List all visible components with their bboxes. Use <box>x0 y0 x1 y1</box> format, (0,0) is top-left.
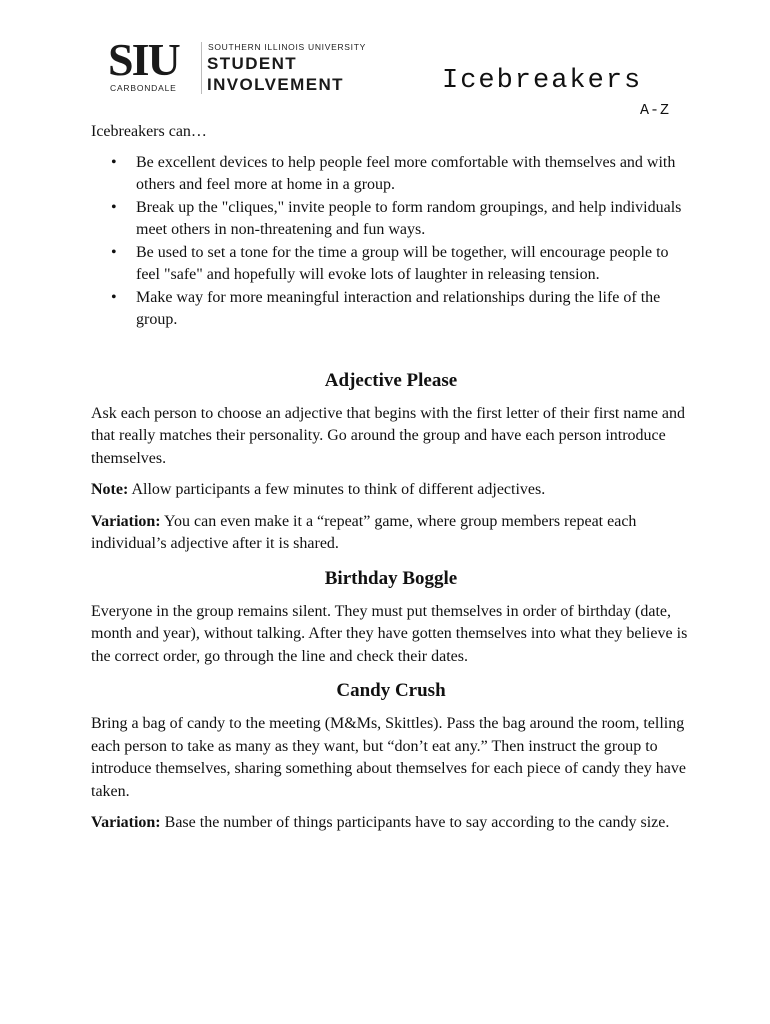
list-item-text: Be excellent devices to help people feel more comfortable with themselves and with others and feel more at home in a group. <box>136 153 676 193</box>
bullet-icon: • <box>111 243 117 261</box>
bullet-icon: • <box>111 198 117 216</box>
intro-text: Icebreakers can… <box>91 123 207 140</box>
list-item-text: Break up the "cliques," invite people to form random groupings, and help individuals meet others in non-threatening and fun ways. <box>136 198 682 238</box>
section-variation <box>91 812 691 835</box>
logo-divider <box>201 42 202 94</box>
section-birthday-boggle <box>91 567 691 669</box>
variation-text: You can even make it a “repeat” game, where group members repeat each individual’s adjective after it is shared. <box>91 512 637 552</box>
intro-bullet-list <box>91 152 691 332</box>
page-subtitle: A-Z <box>640 102 671 119</box>
section-heading: Adjective Please <box>324 369 458 391</box>
variation-label: Variation: <box>91 814 161 831</box>
list-item-text: Be used to set a tone for the time a group will be together, will encourage people to feel "safe" and hopefully will evoke lots of laughter in releasing tension. <box>136 243 669 283</box>
section-heading: Candy Crush <box>336 680 446 701</box>
section-candy-crush <box>91 679 691 835</box>
logo-line2: INVOLVEMENT <box>207 75 344 94</box>
list-item <box>91 197 691 242</box>
section-body: Ask each person to choose an adjective that begins with the first letter of their first name and that really matches their personality. Go around the group and have each person introduce themselves. <box>91 404 686 467</box>
note-text: Allow participants a few minutes to think of different adjectives. <box>131 481 546 498</box>
logo-campus: CARBONDALE <box>110 83 177 93</box>
page-title: Icebreakers <box>442 66 643 96</box>
document-body <box>91 121 691 844</box>
logo-university: SOUTHERN ILLINOIS UNIVERSITY <box>208 42 366 52</box>
list-item <box>91 152 691 197</box>
section-variation <box>91 511 691 556</box>
list-item <box>91 287 691 332</box>
list-item-text: Make way for more meaningful interaction and relationships during the life of the group. <box>136 288 661 328</box>
siu-student-involvement-logo <box>108 34 398 96</box>
section-body: Everyone in the group remains silent. They must put themselves in order of birthday (date, month and year), without talking. After they have gotten themselves into what they believe is the correct order, go through the line and check their dates. <box>91 602 688 665</box>
section-body: Bring a bag of candy to the meeting (M&Ms, Skittles). Pass the bag around the room, telling each person to take as many as they want, but “don’t eat any.” Then instruct the group to introduce themselves, sharing something about themselves for each piece of candy they have taken. <box>91 715 686 800</box>
variation-text: Base the number of things participants have to say according to the candy size. <box>164 814 670 831</box>
logo-line1: STUDENT <box>207 54 298 73</box>
logo-mark: SIU <box>108 34 179 85</box>
bullet-icon: • <box>111 153 117 171</box>
list-item <box>91 242 691 287</box>
bullet-icon: • <box>111 288 117 306</box>
section-adjective-please <box>91 369 691 556</box>
section-note <box>91 479 691 502</box>
variation-label: Variation: <box>91 512 161 530</box>
note-label: Note: <box>91 481 129 498</box>
section-heading: Birthday Boggle <box>324 567 458 589</box>
